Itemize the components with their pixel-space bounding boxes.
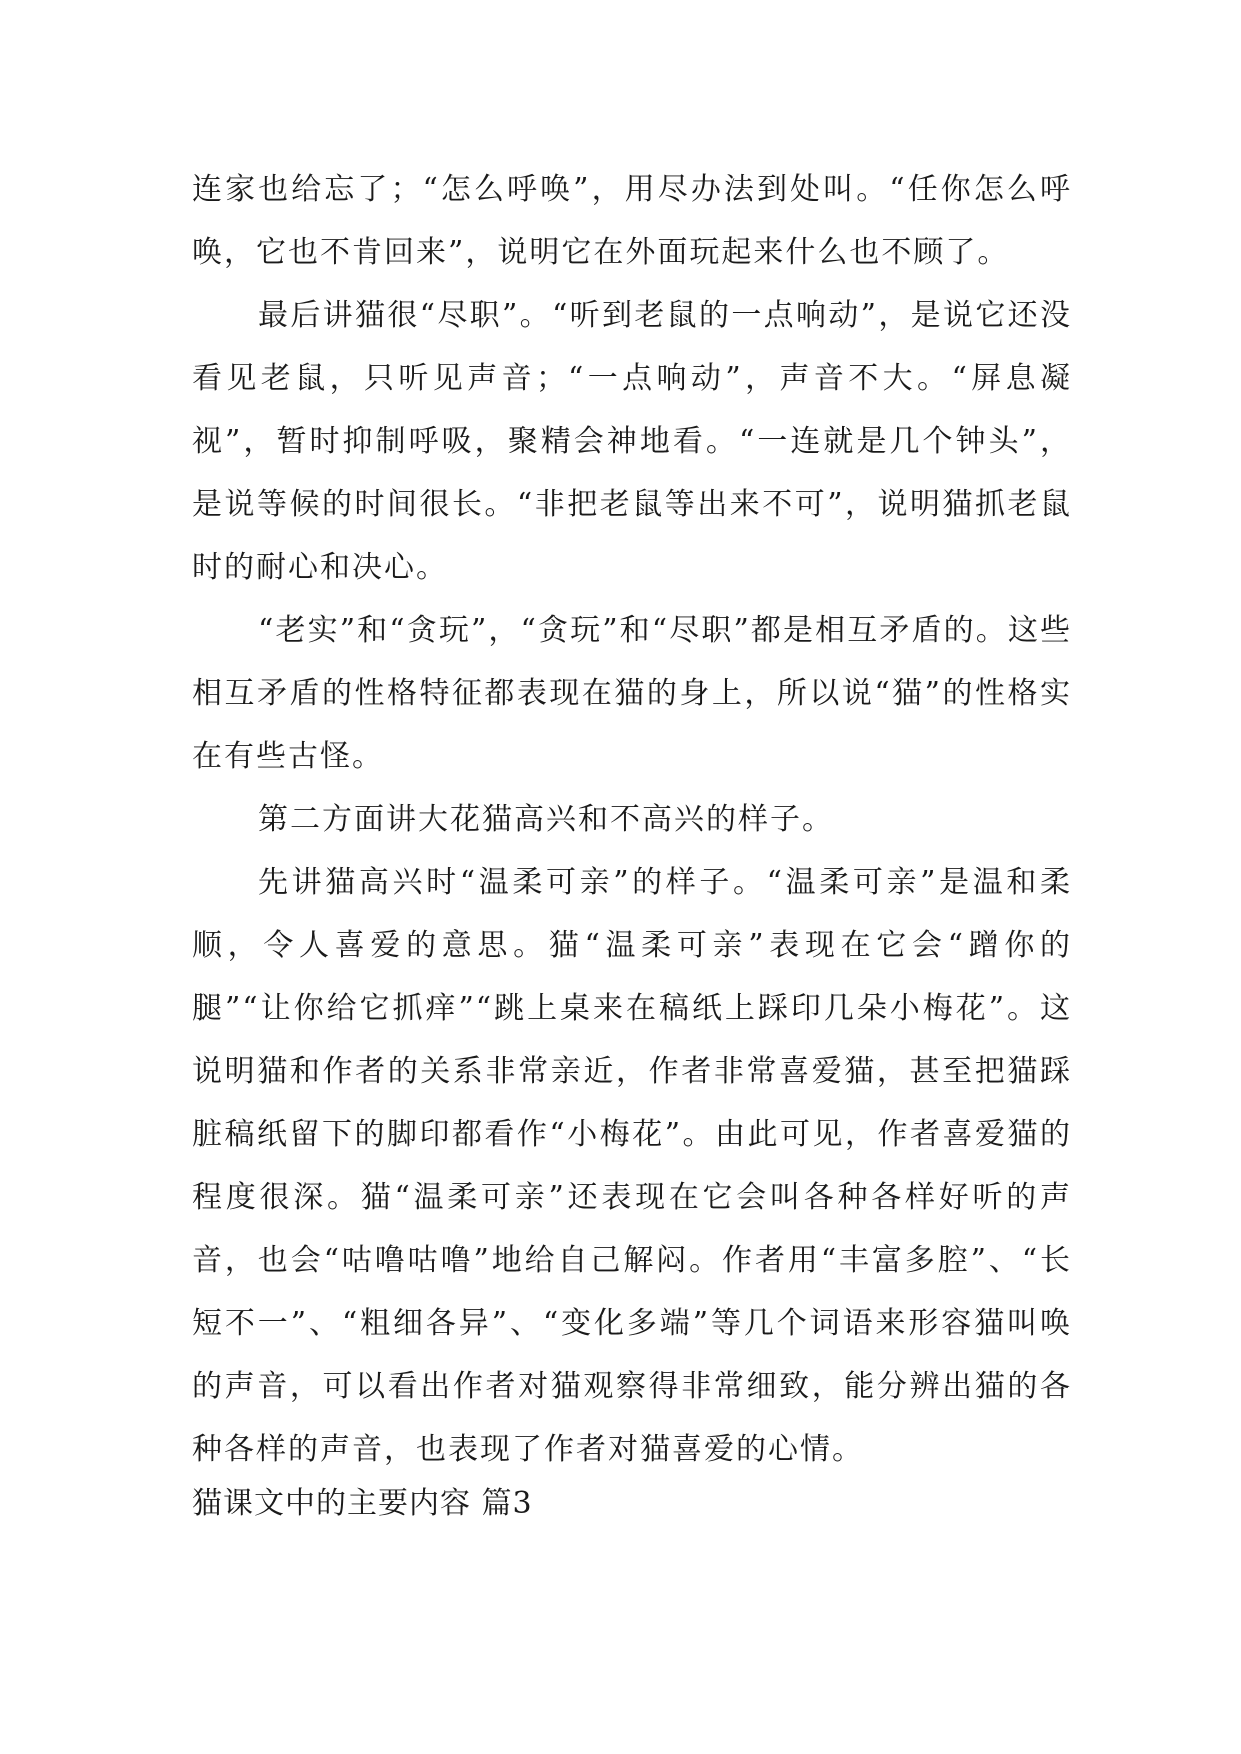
paragraph-1: 连家也给忘了；“怎么呼唤”，用尽办法到处叫。“任你怎么呼唤，它也不肯回来”，说明它在外面玩起来什么也不顾了。 bbox=[192, 172, 1072, 270]
paragraph-4: 第二方面讲大花猫高兴和不高兴的样子。 bbox=[258, 802, 834, 837]
section-title: 猫课文中的主要内容 篇3 bbox=[192, 1486, 533, 1521]
paragraph-2: 最后讲猫很“尽职”。“听到老鼠的一点响动”，是说它还没看见老鼠，只听见声音；“一点响动”，声音不大。“屏息凝视”，暂时抑制呼吸，聚精会神地看。“一连就是几个钟头”，是说等候的时间很长。“非把老鼠等出来不可”，说明猫抓老鼠时的耐心和决心。 bbox=[192, 298, 1072, 585]
paragraph-5: 先讲猫高兴时“温柔可亲”的样子。“温柔可亲”是温和柔顺，令人喜爱的意思。猫“温柔可亲”表现在它会“蹭你的腿”“让你给它抓痒”“跳上桌来在稿纸上踩印几朵小梅花”。这说明猫和作者的关系非常亲近，作者非常喜爱猫，甚至把猫踩脏稿纸留下的脚印都看作“小梅花”。由此可见，作者喜爱猫的程度很深。猫“温柔可亲”还表现在它会叫各种各样好听的声音，也会“咕噜咕噜”地给自己解闷。作者用“丰富多腔”、“长短不一”、“粗细各异”、“变化多端”等几个词语来形容猫叫唤的声音，可以看出作者对猫观察得非常细致，能分辨出猫的各种各样的声音，也表现了作者对猫喜爱的心情。 bbox=[192, 865, 1072, 1467]
paragraph-3: “老实”和“贪玩”，“贪玩”和“尽职”都是相互矛盾的。这些相互矛盾的性格特征都表现在猫的身上，所以说“猫”的性格实在有些古怪。 bbox=[192, 613, 1072, 774]
document-body bbox=[192, 158, 1072, 1481]
